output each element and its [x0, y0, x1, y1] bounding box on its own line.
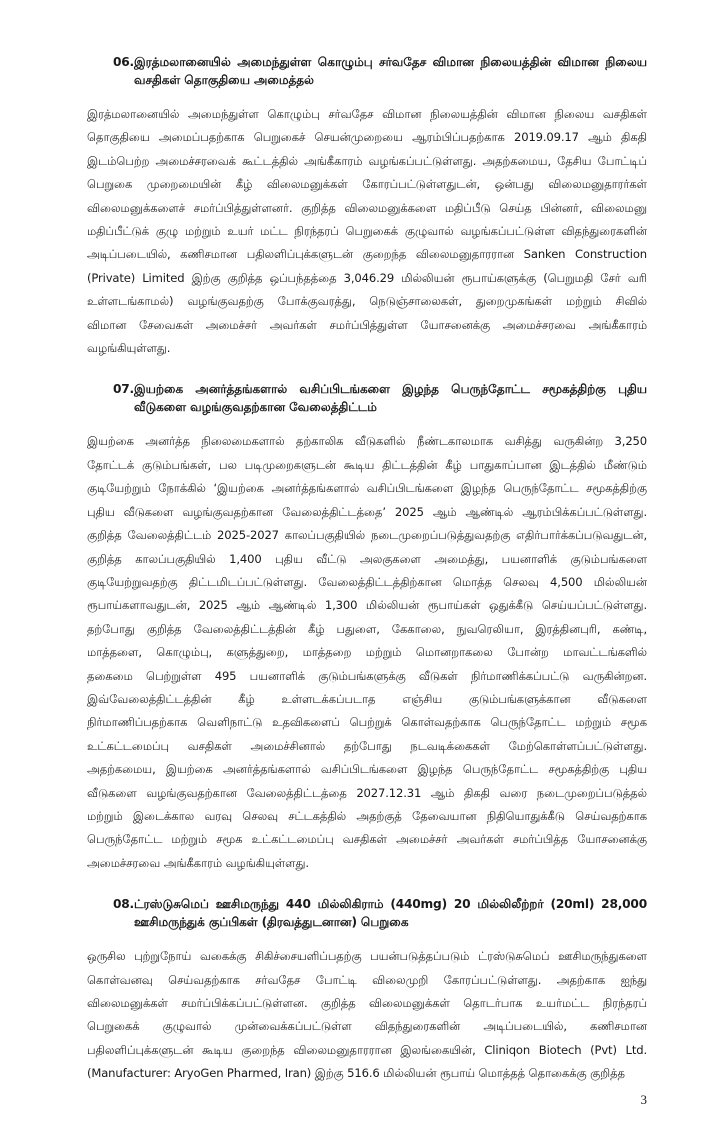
section-title: இயற்கை அனர்த்தங்களால் வசிப்பிடங்களை இழந்த பெருந்தோட்ட சமூகத்திற்கு புதிய வீடுகளை வழங்குவதற்கான வேலைத்திட்டம்: [134, 382, 647, 415]
body-line: புதிய வீடுகளை வழங்குவதற்கான வேலைத்திட்டத்தை’ 2025 ஆம் ஆண்டில் ஆரம்பிக்கப்பட்டுள்ளது.: [87, 504, 647, 519]
body-line: இரத்மலானையில் அமைந்துள்ள கொழும்பு சர்வதேச விமான நிலையத்தின் விமான நிலைய வசதிகள்: [87, 107, 647, 121]
body-line: தொகுதியை அமைப்பதற்காக பெறுகைச் செயன்முறையை ஆரம்பிப்பதற்காக 2019.09.17 ஆம் திகதி: [87, 130, 647, 145]
body-line: பதிலளிப்புக்களுடன் கூடிய குறைந்த விலைமனுதாரரான இலங்கையின், Cliniqon Biotech (Pvt) Ltd.: [87, 1042, 647, 1057]
section-heading-06: [113, 53, 647, 89]
body-line: நிர்மாணிப்பதற்காக வெளிநாட்டு உதவிகளைப் பெற்றுக் கொள்வதற்காக பெருந்தோட்ட மற்றும் சமூக: [87, 715, 647, 730]
body-line: குடியேற்றுவதற்கு திட்டமிடப்பட்டுள்ளது. வேலைத்திட்டத்திற்கான மொத்த செலவு 4,500 மில்லியன்: [87, 574, 647, 589]
body-line: தற்போது குறித்த வேலைத்திட்டத்தின் கீழ் பதுளை, கேகாலை, நுவரெலியா, இரத்தினபுரி, கண்டி,: [87, 621, 647, 636]
section-number: 08.: [113, 897, 134, 912]
section-number: 07.: [113, 382, 134, 397]
body-line: கொள்வனவு செய்வதற்காக சர்வதேச போட்டி விலைமுறி கோரப்பட்டுள்ளது. அதற்காக ஐந்து: [87, 972, 647, 987]
body-line: விமான சேவைகள் அமைச்சர் அவர்கள் சமர்ப்பித்துள்ள யோசனைக்கு அமைச்சரவை அங்கீகாரம்: [87, 317, 647, 332]
body-line: மதிப்பீட்டுக் குழு மற்றும் உயர் மட்ட நிரந்தரப் பெறுகைக் குழுவால் வழங்கப்பட்டுள்ள விதந்துரைகளின்: [87, 224, 647, 239]
body-line: உள்ளடங்காமல்) வழங்குவதற்கு போக்குவரத்து, நெடுஞ்சாலைகள், துறைமுகங்கள் மற்றும் சிவில்: [87, 294, 647, 309]
section-body-06: [87, 103, 647, 360]
body-line: விலைமனுக்கள் சமர்ப்பிக்கப்பட்டுள்ளன. குறித்த விலைமனுக்கள் தொடர்பாக உயர்மட்ட நிரந்தரப்: [87, 996, 647, 1010]
body-line: ஒருசில புற்றுநோய் வகைக்கு சிகிச்சையளிப்பதற்கு பயன்படுத்தப்படும் ட்ரஸ்டுசுமெப் ஊசிமருந்துகளை: [87, 949, 647, 964]
body-line: (Manufacturer: AryoGen Pharmed, Iran) இற்கு 516.6 மில்லியன் ரூபாய் மொத்தத் தொகைக்கு குறித்த: [87, 1066, 625, 1081]
section-title: இரத்மலானையில் அமைந்துள்ள கொழும்பு சர்வதேச விமான நிலையத்தின் விமான நிலைய வசதிகள் தொகுதியை அமைத்தல்: [134, 55, 647, 87]
page-number: 3: [640, 1091, 647, 1107]
body-line: வீடுகளை வழங்குவதற்கான வேலைத்திட்டத்தை 2027.12.31 ஆம் திகதி வரை நடைமுறைப்படுத்தல்: [87, 785, 647, 800]
section-heading-07: [113, 380, 647, 416]
section-number: 06.: [113, 55, 134, 69]
body-line: அதற்கமைய, இயற்கை அனர்த்தங்களால் வசிப்பிடங்களை இழந்த பெருந்தோட்ட சமூகத்திற்கு புதிய: [87, 762, 647, 777]
body-line: வழங்கியுள்ளது.: [87, 341, 171, 356]
body-line: தகைமை பெற்றுள்ள 495 பயனாளிக் குடும்பங்களுக்கு வீடுகள் நிர்மாணிக்கப்பட்டு வருகின்றன.: [87, 668, 647, 683]
body-line: (Private) Limited இற்கு குறித்த ஒப்பந்தத்தை 3,046.29 மில்லியன் ரூபாய்களுக்கு (பெறுமதி சேர் வரி: [87, 270, 647, 285]
body-line: உட்கட்டமைப்பு வசதிகள் அமைச்சினால் தற்போது நடவடிக்கைகள் மேற்கொள்ளப்பட்டுள்ளது.: [87, 738, 647, 753]
section-body-07: [87, 430, 647, 875]
body-line: குறித்த வேலைத்திட்டம் 2025-2027 காலப்பகுதியில் நடைமுறைப்படுத்துவதற்கு எதிர்பார்க்கப்படுவதுடன்,: [87, 528, 647, 543]
body-line: தோட்டக் குடும்பங்கள், பல படிமுறைகளுடன் கூடிய திட்டத்தின் கீழ் பாதுகாப்பான இடத்தில் மீண்டும்: [87, 457, 647, 472]
section-heading-08: [113, 895, 647, 931]
body-line: பெருந்தோட்ட மற்றும் சமூக உட்கட்டமைப்பு வசதிகள் அமைச்சர் அவர்கள் சமர்ப்பித்த யோசனைக்கு: [87, 832, 647, 847]
body-line: இவ்வேலைத்திட்டத்தின் கீழ் உள்ளடக்கப்படாத எஞ்சிய குடும்பங்களுக்கான வீடுகளை: [87, 691, 647, 706]
body-line: இயற்கை அனர்த்த நிலைமைகளால் தற்காலிக வீடுகளில் நீண்டகாலமாக வசித்து வருகின்ற 3,250: [87, 434, 647, 449]
body-line: குடியேற்றும் நோக்கில் ‘இயற்கை அனர்த்தங்களால் வசிப்பிடங்களை இழந்த பெருந்தோட்ட சமூகத்திற்கு: [87, 481, 647, 496]
body-line: அமைச்சரவை அங்கீகாரம் வழங்கியுள்ளது.: [87, 855, 309, 870]
body-line: அடிப்படையில், கணிசமான பதிலளிப்புக்களுடன் குறைந்த விலைமனுதாரரான Sanken Construction: [87, 247, 647, 262]
body-line: பெறுகைக் குழுவால் முன்வைக்கப்பட்டுள்ள விதந்துரைகளின் அடிப்படையில், கணிசமான: [87, 1019, 647, 1034]
body-line: விலைமனுக்களைச் சமர்ப்பித்துள்ளனர். குறித்த விலைமனுக்களை மதிப்பீடு செய்த பின்னர், விலைமனு: [87, 200, 647, 215]
section-title: ட்ரஸ்டுசுமெப் ஊசிமருந்து 440 மில்லிகிராம் (440mg) 20 மில்லிலீற்றர் (20ml) 28,000 ஊசிமருந்துக் குப்பிகள் (திரவத்துடனான) பெறுகை: [134, 897, 647, 930]
body-line: மற்றும் இடைக்கால வரவு செலவு சட்டகத்தில் அதற்குத் தேவையான நிதியொதுக்கீடு செய்வதற்காக: [87, 808, 647, 823]
section-body-08: [87, 945, 647, 1085]
body-line: மாத்தளை, கொழும்பு, களுத்துறை, மாத்தறை மற்றும் மொனறாகலை போன்ற மாவட்டங்களில்: [87, 645, 647, 660]
body-line: ரூபாய்களாவதுடன், 2025 ஆம் ஆண்டில் 1,300 மில்லியன் ரூபாய்கள் ஒதுக்கீடு செய்யப்பட்டுள்ளது.: [87, 598, 647, 613]
body-line: பெறுகை முறைமையின் கீழ் விலைமனுக்கள் கோரப்பட்டுள்ளதுடன், ஒன்பது விலைமனுதாரர்கள்: [87, 177, 647, 192]
body-line: இடம்பெற்ற அமைச்சரவைக் கூட்டத்தில் அங்கீகாரம் வழங்கப்பட்டுள்ளது. அதற்கமைய, தேசிய போட்டிப்: [87, 153, 647, 168]
body-line: குறித்த காலப்பகுதியில் 1,400 புதிய வீட்டு அலகுகளை அமைத்து, பயனாளிக் குடும்பங்களை: [87, 551, 647, 566]
